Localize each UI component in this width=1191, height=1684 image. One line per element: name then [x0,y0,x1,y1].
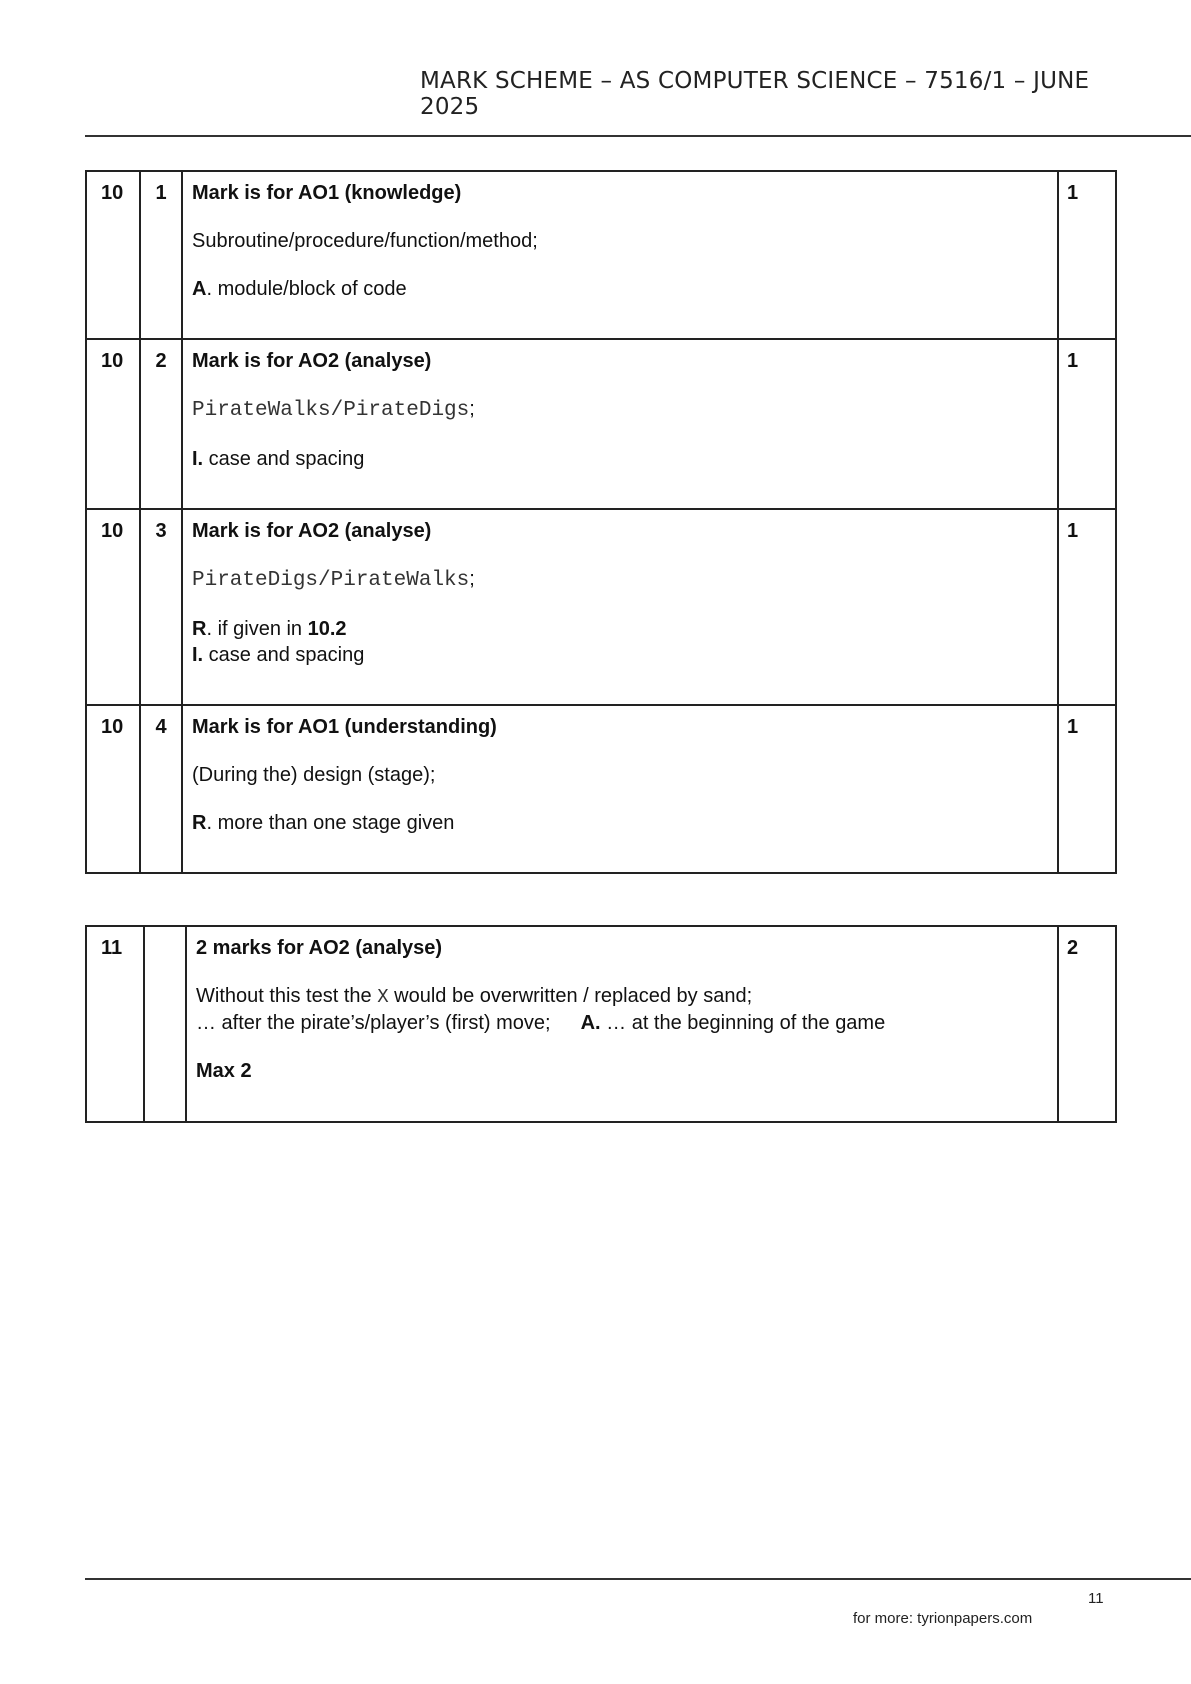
question-number: 11 [86,926,144,1122]
table-row [86,705,1116,873]
page-number: 11 [1088,1590,1104,1607]
reject-note: R. more than one stage given [192,812,455,834]
question-number: 10 [86,705,140,873]
mark-scheme-table-q10 [85,170,1117,874]
part-number: 1 [140,171,182,339]
answer-text: Subroutine/procedure/function/method; [192,230,538,252]
question-number: 10 [86,171,140,339]
reject-note: R. if given in 10.2 [192,618,347,640]
table-row [86,926,1116,1122]
answer-code: PirateWalks/PirateDigs; [192,398,475,422]
table-row [86,339,1116,509]
part-number-empty [144,926,186,1122]
footer-rule [85,1578,1191,1580]
answer-code: PirateDigs/PirateWalks; [192,568,475,592]
answer-point-1: Without this test the X would be overwritten / replaced by sand; [196,985,753,1008]
part-number: 4 [140,705,182,873]
marks-value: 2 [1058,926,1116,1122]
max-marks-note: Max 2 [196,1060,252,1082]
marks-value: 1 [1058,171,1116,339]
mark-heading: Mark is for AO2 (analyse) [192,350,432,372]
mark-heading: 2 marks for AO2 (analyse) [196,937,443,959]
marks-value: 1 [1058,509,1116,705]
answer-cell [182,171,1058,339]
answer-point-2: … after the pirate’s/player’s (first) move; A. … at the beginning of the game [196,1012,886,1034]
question-number: 10 [86,339,140,509]
answer-cell [182,705,1058,873]
answer-text: (During the) design (stage); [192,764,436,786]
mark-scheme-table-q11 [85,925,1117,1123]
marks-value: 1 [1058,339,1116,509]
ignore-note: I. case and spacing [192,644,365,666]
ignore-note: I. case and spacing [192,448,365,470]
mark-heading: Mark is for AO1 (knowledge) [192,182,462,204]
part-number: 3 [140,509,182,705]
table-row [86,171,1116,339]
part-number: 2 [140,339,182,509]
header-rule [85,135,1191,137]
answer-cell [182,339,1058,509]
question-number: 10 [86,509,140,705]
footer-note: for more: tyrionpapers.com [853,1610,1033,1627]
mark-heading: Mark is for AO2 (analyse) [192,520,432,542]
accept-note: A. module/block of code [192,278,407,300]
answer-cell [186,926,1058,1122]
mark-heading: Mark is for AO1 (understanding) [192,716,497,738]
page-header-title: MARK SCHEME – AS COMPUTER SCIENCE – 7516/1 – JUNE 2025 [420,68,1090,120]
marks-value: 1 [1058,705,1116,873]
answer-cell [182,509,1058,705]
table-row [86,509,1116,705]
